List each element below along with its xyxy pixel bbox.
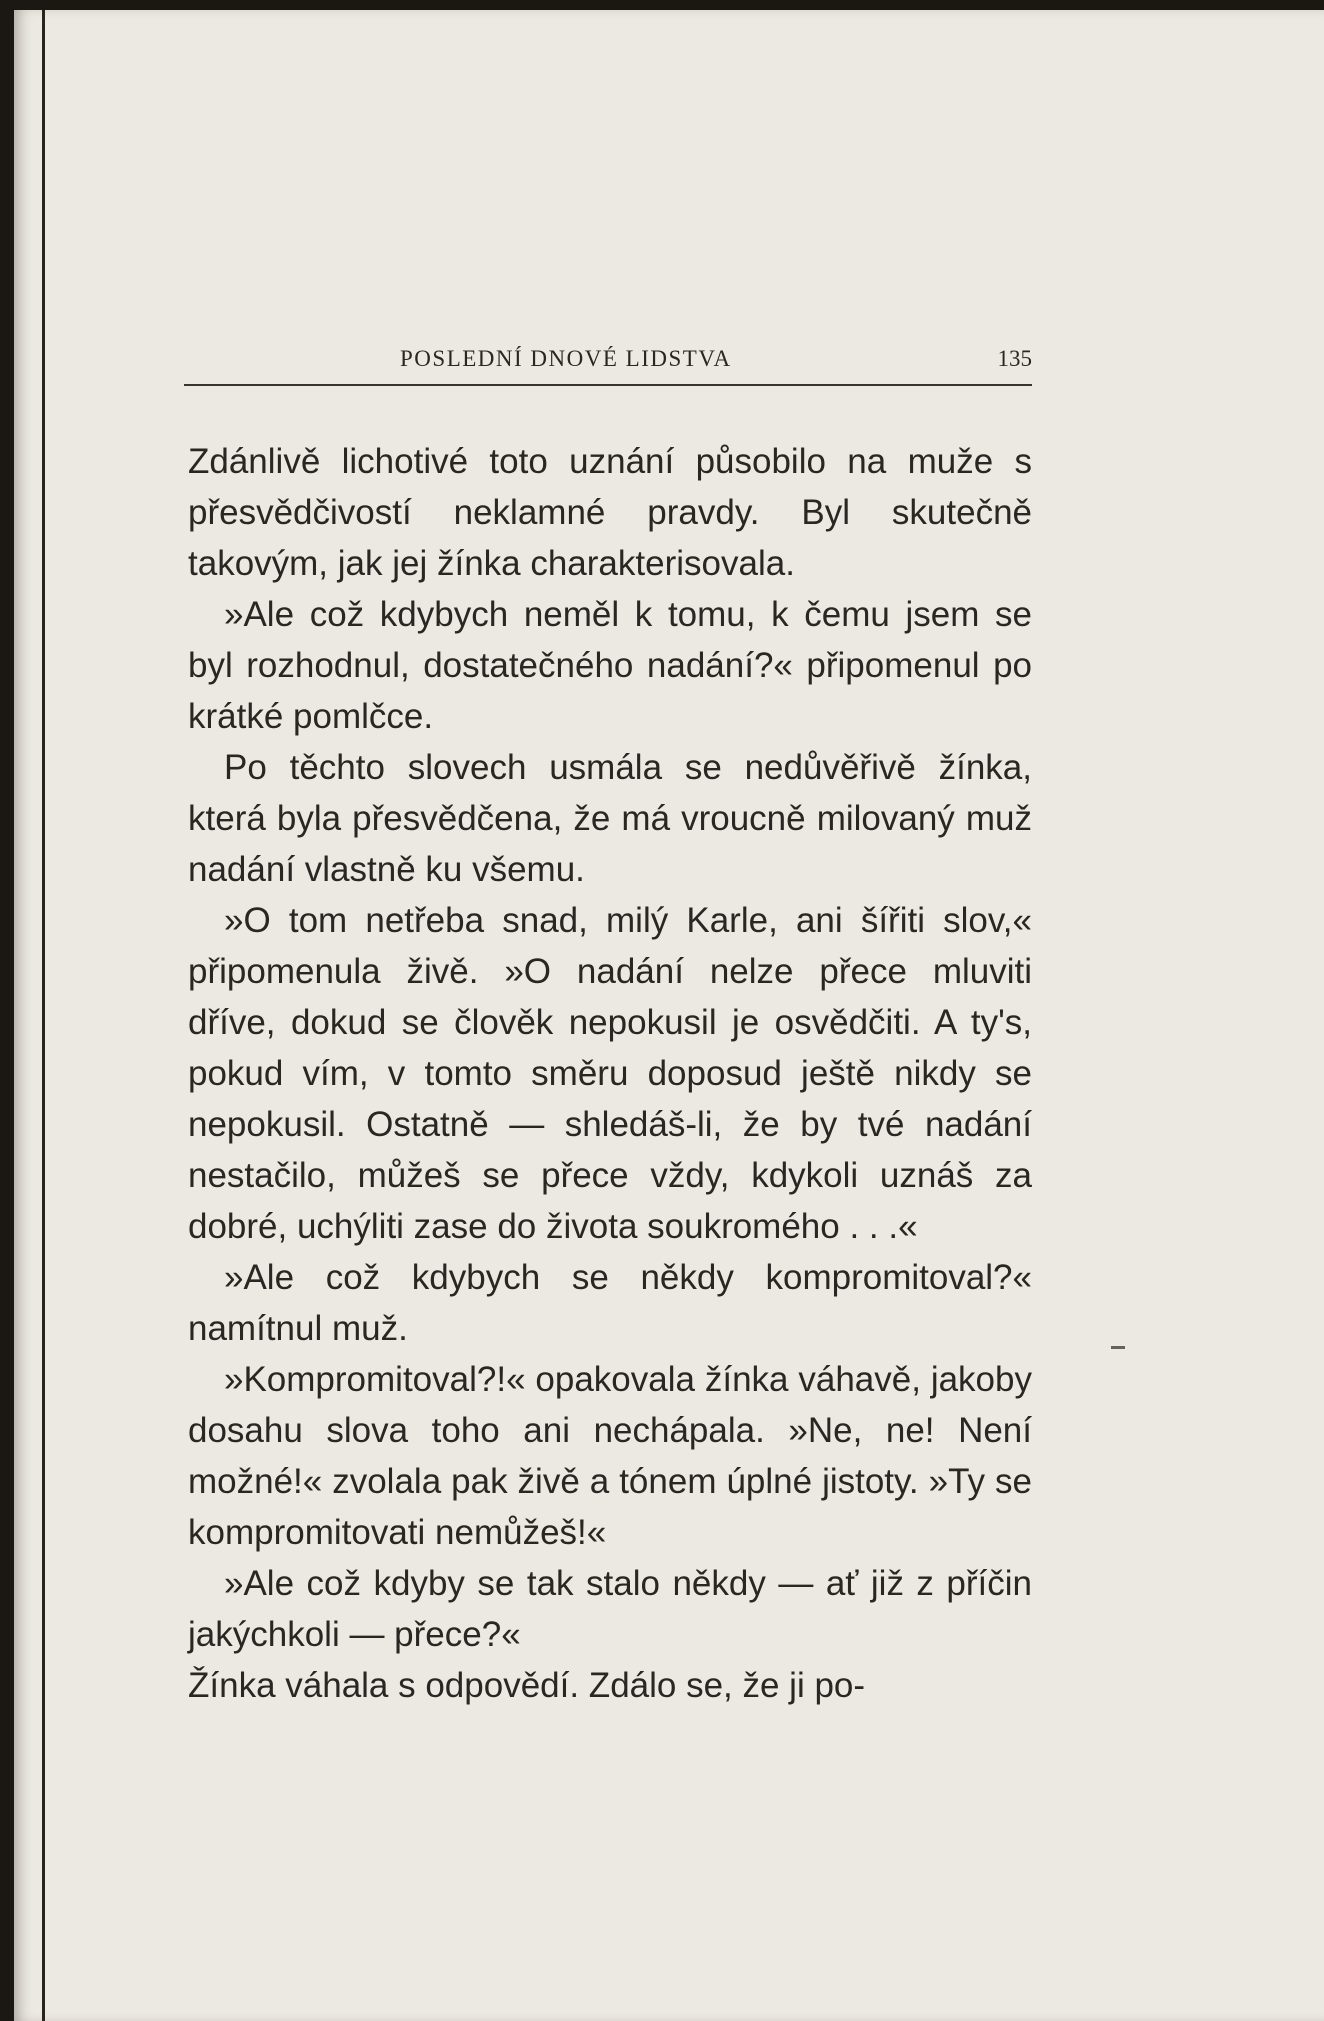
page-number: 135 — [997, 346, 1032, 371]
paragraph-2: »Ale což kdybych neměl k tomu, k čemu jsem se byl rozhodnul, dostatečného nadání?« připomenul po krátké pomlčce. — [188, 595, 1032, 736]
body-text — [188, 436, 1032, 1711]
page-binding-edge — [42, 10, 45, 2021]
paragraph-6: »Kompromitoval?!« opakovala žínka váhavě, jakoby dosahu slova toho ani nechápala. »Ne, ne! Není možné!« zvolala pak živě a tónem úplné jistoty. »Ty se kompromitovati nemůžeš!« — [188, 1360, 1032, 1552]
paragraph-7: »Ale což kdyby se tak stalo někdy — ať již z příčin jakýchkoli — přece?« — [188, 1564, 1032, 1654]
running-title: POSLEDNÍ DNOVÉ LIDSTVA — [400, 346, 732, 371]
book-page — [14, 10, 1324, 2021]
paragraph-8: Žínka váhala s odpovědí. Zdálo se, že ji po- — [188, 1666, 866, 1705]
paragraph-1: Zdánlivě lichotivé toto uznání působilo na muže s přesvědčivostí neklamné pravdy. Byl skutečně takovým, jak jej žínka charakterisovala. — [188, 442, 1032, 583]
paragraph-3: Po těchto slovech usmála se nedůvěřivě žínka, která byla přesvědčena, že má vroucně milovaný muž nadání vlastně ku všemu. — [188, 748, 1032, 889]
margin-mark — [1111, 1346, 1125, 1349]
paragraph-5: »Ale což kdybych se někdy kompromitoval?« namítnul muž. — [188, 1258, 1032, 1348]
page-header — [184, 340, 1032, 388]
header-rule — [184, 384, 1032, 386]
paragraph-4: »O tom netřeba snad, milý Karle, ani šířiti slov,« připomenula živě. »O nadání nelze přece mluviti dříve, dokud se člověk nepokusil je osvědčiti. A ty's, pokud vím, v tomto směru doposud ještě nikdy se nepokusil. Ostatně — shledáš-li, že by tvé nadání nestačilo, můžeš se přece vždy, kdykoli uznáš za dobré, uchýliti zase do života soukromého . . .« — [188, 901, 1032, 1246]
